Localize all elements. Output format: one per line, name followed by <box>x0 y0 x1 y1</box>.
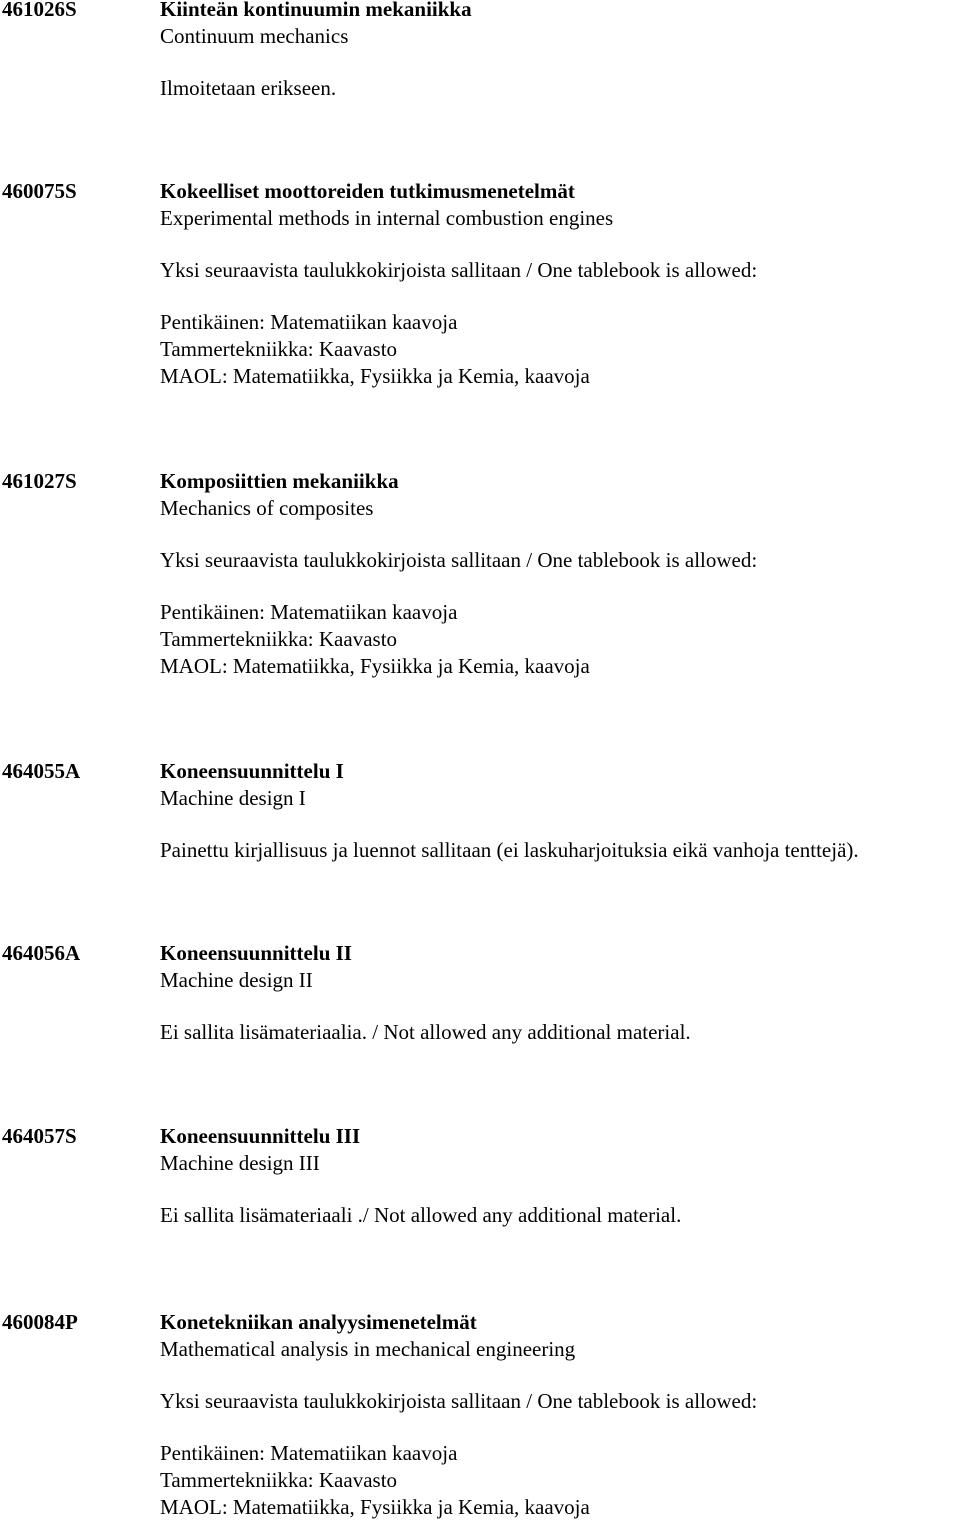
course-note: Yksi seuraavista taulukkokirjoista sallitaan / One tablebook is allowed: <box>160 1389 758 1413</box>
tablebook-item: Tammertekniikka: Kaavasto <box>160 1468 398 1492</box>
tablebook-item: MAOL: Matematiikka, Fysiikka ja Kemia, kaavoja <box>160 654 590 678</box>
tablebook-item: Pentikäinen: Matematiikan kaavoja <box>160 1441 458 1465</box>
tablebook-list <box>160 309 960 390</box>
course-title-en: Machine design I <box>160 786 306 810</box>
course-note: Yksi seuraavista taulukkokirjoista sallitaan / One tablebook is allowed: <box>160 258 758 282</box>
tablebook-item: Pentikäinen: Matematiikan kaavoja <box>160 310 458 334</box>
course-code: 461026S <box>2 0 77 21</box>
course-title-fi: Koneensuunnittelu III <box>160 1124 361 1148</box>
course-title-fi: Koneensuunnittelu I <box>160 759 344 783</box>
course-title-en: Experimental methods in internal combustion engines <box>160 206 614 230</box>
course-note: Ei sallita lisämateriaali ./ Not allowed any additional material. <box>160 1203 682 1227</box>
course-title-fi: Kiinteän kontinuumin mekaniikka <box>160 0 472 21</box>
course-body <box>160 940 960 1046</box>
course-code: 460084P <box>2 1310 78 1334</box>
tablebook-item: Pentikäinen: Matematiikan kaavoja <box>160 600 458 624</box>
course-title-en: Machine design II <box>160 968 313 992</box>
course-title-fi: Kokeelliset moottoreiden tutkimusmenetelmät <box>160 179 575 203</box>
course-title-fi: Konetekniikan analyysimenetelmät <box>160 1310 477 1334</box>
course-body <box>160 468 960 680</box>
course-note: Painettu kirjallisuus ja luennot sallitaan (ei laskuharjoituksia eikä vanhoja tenttejä). <box>160 838 859 862</box>
tablebook-list <box>160 1440 960 1521</box>
course-body <box>160 1309 960 1521</box>
course-body <box>160 178 960 390</box>
course-body <box>160 1123 960 1229</box>
course-title-fi: Komposiittien mekaniikka <box>160 469 399 493</box>
course-code: 464055A <box>2 759 81 783</box>
course-code: 464057S <box>2 1124 77 1148</box>
course-body <box>160 758 960 864</box>
course-title-en: Machine design III <box>160 1151 320 1175</box>
course-note: Ilmoitetaan erikseen. <box>160 76 337 100</box>
tablebook-item: MAOL: Matematiikka, Fysiikka ja Kemia, kaavoja <box>160 1495 590 1519</box>
tablebook-list <box>160 599 960 680</box>
tablebook-item: Tammertekniikka: Kaavasto <box>160 337 398 361</box>
tablebook-item: MAOL: Matematiikka, Fysiikka ja Kemia, kaavoja <box>160 364 590 388</box>
course-title-en: Continuum mechanics <box>160 24 349 48</box>
tablebook-item: Tammertekniikka: Kaavasto <box>160 627 398 651</box>
course-title-en: Mechanics of composites <box>160 496 374 520</box>
course-note: Ei sallita lisämateriaalia. / Not allowed any additional material. <box>160 1020 691 1044</box>
course-note: Yksi seuraavista taulukkokirjoista sallitaan / One tablebook is allowed: <box>160 548 758 572</box>
course-code: 461027S <box>2 469 77 493</box>
course-code: 464056A <box>2 941 81 965</box>
course-title-en: Mathematical analysis in mechanical engineering <box>160 1337 576 1361</box>
course-body <box>160 0 960 102</box>
course-title-fi: Koneensuunnittelu II <box>160 941 352 965</box>
course-code: 460075S <box>2 179 77 203</box>
